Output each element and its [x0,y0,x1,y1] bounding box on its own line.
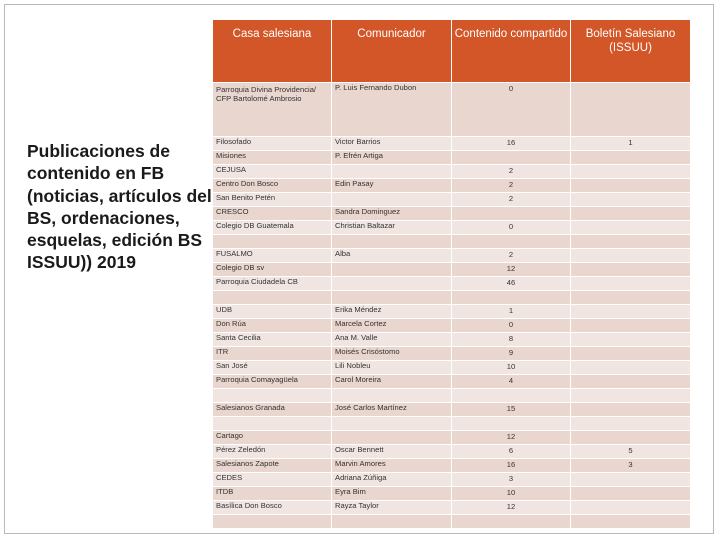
cell-casa: CEDES [213,473,332,487]
cell-casa: San Benito Petén [213,193,332,207]
cell-boletin: 5 [571,445,691,459]
cell-contenido: 16 [452,459,571,473]
cell-boletin [571,193,691,207]
cell-contenido [452,235,571,249]
cell-contenido: 12 [452,263,571,277]
table-row [213,417,691,431]
cell-casa: Centro Don Bosco [213,179,332,193]
cell-boletin [571,83,691,137]
cell-contenido: 2 [452,165,571,179]
cell-contenido: 1 [452,305,571,319]
cell-comunicador: P. Luis Fernando Dubon [332,83,452,137]
header-casa-salesiana: Casa salesiana [213,20,332,83]
cell-comunicador: Moisés Crisóstomo [332,347,452,361]
cell-casa: San José [213,361,332,375]
cell-comunicador: Ana M. Valle [332,333,452,347]
cell-comunicador [332,389,452,403]
header-comunicador: Comunicador [332,20,452,83]
cell-boletin [571,263,691,277]
cell-comunicador: Edin Pasay [332,179,452,193]
header-boletin-salesiano: Boletín Salesiano (ISSUU) [571,20,691,83]
table-row [213,515,691,529]
table-header-row [213,20,691,83]
cell-casa [213,515,332,529]
cell-casa: CEJUSA [213,165,332,179]
cell-comunicador: Eyra Bim [332,487,452,501]
cell-boletin [571,179,691,193]
table-row [213,83,691,137]
table-row [213,445,691,459]
cell-contenido: 0 [452,319,571,333]
table-row [213,151,691,165]
cell-boletin [571,221,691,235]
cell-comunicador: Marcela Cortez [332,319,452,333]
cell-boletin [571,165,691,179]
cell-comunicador: Lili Nobleu [332,361,452,375]
publications-table [212,19,691,529]
cell-casa: UDB [213,305,332,319]
cell-comunicador: P. Efrén Artiga [332,151,452,165]
cell-comunicador [332,277,452,291]
cell-casa: Basílica Don Bosco [213,501,332,515]
cell-contenido [452,417,571,431]
cell-comunicador [332,193,452,207]
cell-casa: Pérez Zeledón [213,445,332,459]
table-row [213,235,691,249]
cell-boletin [571,501,691,515]
cell-comunicador [332,417,452,431]
cell-boletin [571,403,691,417]
cell-boletin: 1 [571,137,691,151]
table-row [213,473,691,487]
cell-boletin [571,333,691,347]
cell-boletin [571,305,691,319]
cell-boletin [571,291,691,305]
cell-boletin [571,235,691,249]
cell-comunicador: Christian Baltazar [332,221,452,235]
cell-comunicador: Alba [332,249,452,263]
cell-boletin [571,389,691,403]
cell-casa: Cartago [213,431,332,445]
cell-comunicador: Rayza Taylor [332,501,452,515]
cell-contenido: 46 [452,277,571,291]
table-row [213,179,691,193]
table-row [213,389,691,403]
table-row [213,501,691,515]
cell-boletin [571,361,691,375]
cell-comunicador [332,235,452,249]
cell-contenido: 12 [452,501,571,515]
cell-contenido [452,389,571,403]
table-row [213,207,691,221]
cell-casa [213,389,332,403]
header-contenido-compartido: Contenido compartido [452,20,571,83]
cell-contenido: 6 [452,445,571,459]
table-row [213,193,691,207]
table-row [213,487,691,501]
cell-casa: Parroquia Divina Providencia/ CFP Bartolomé Ambrosio [213,83,332,137]
cell-contenido [452,291,571,305]
cell-comunicador [332,431,452,445]
cell-contenido: 16 [452,137,571,151]
cell-boletin [571,375,691,389]
cell-boletin [571,347,691,361]
table-row [213,165,691,179]
table-row [213,291,691,305]
cell-comunicador: José Carlos Martínez [332,403,452,417]
table-row [213,249,691,263]
table-row [213,361,691,375]
cell-boletin [571,487,691,501]
cell-contenido: 8 [452,333,571,347]
cell-casa: ITR [213,347,332,361]
cell-contenido: 0 [452,221,571,235]
table-row [213,431,691,445]
cell-comunicador: Oscar Bennett [332,445,452,459]
cell-casa: Salesianos Granada [213,403,332,417]
cell-contenido: 0 [452,83,571,137]
table-row [213,263,691,277]
cell-comunicador: Sandra Dominguez [332,207,452,221]
table-row [213,277,691,291]
cell-casa: Santa Cecilia [213,333,332,347]
cell-casa: FUSALMO [213,249,332,263]
cell-casa: Colegio DB Guatemala [213,221,332,235]
table-row [213,347,691,361]
cell-contenido: 2 [452,179,571,193]
cell-contenido: 10 [452,487,571,501]
cell-casa: Colegio DB sv [213,263,332,277]
table-row [213,459,691,473]
cell-boletin: 3 [571,459,691,473]
cell-comunicador: Carol Moreira [332,375,452,389]
table-row [213,403,691,417]
cell-contenido: 10 [452,361,571,375]
cell-casa [213,291,332,305]
cell-contenido: 12 [452,431,571,445]
cell-comunicador [332,165,452,179]
cell-casa: Parroquia Ciudadela CB [213,277,332,291]
cell-casa [213,417,332,431]
table-row [213,305,691,319]
table-row [213,319,691,333]
table-row [213,221,691,235]
cell-contenido [452,515,571,529]
cell-comunicador: Adriana Zúñiga [332,473,452,487]
cell-boletin [571,515,691,529]
cell-casa: Don Rúa [213,319,332,333]
cell-contenido: 15 [452,403,571,417]
table-row [213,137,691,151]
cell-boletin [571,473,691,487]
cell-contenido: 4 [452,375,571,389]
cell-casa: Misiones [213,151,332,165]
cell-casa [213,235,332,249]
cell-comunicador: Victor Barrios [332,137,452,151]
cell-comunicador [332,515,452,529]
cell-boletin [571,207,691,221]
slide-title: Publicaciones de contenido en FB (noticias, artículos del BS, ordenaciones, esquelas, edición BS ISSUU)) 2019 [27,141,212,273]
cell-casa: Filosofado [213,137,332,151]
cell-comunicador [332,291,452,305]
cell-casa: ITDB [213,487,332,501]
table-row [213,333,691,347]
cell-contenido: 9 [452,347,571,361]
cell-boletin [571,319,691,333]
cell-contenido: 2 [452,193,571,207]
cell-contenido: 2 [452,249,571,263]
cell-boletin [571,417,691,431]
cell-casa: Salesianos Zapote [213,459,332,473]
table-row [213,375,691,389]
cell-boletin [571,277,691,291]
cell-comunicador [332,263,452,277]
cell-contenido [452,207,571,221]
cell-boletin [571,249,691,263]
cell-contenido [452,151,571,165]
cell-contenido: 3 [452,473,571,487]
cell-comunicador: Erika Méndez [332,305,452,319]
cell-comunicador: Marvin Amores [332,459,452,473]
cell-casa: Parroquia Comayagüela [213,375,332,389]
cell-boletin [571,151,691,165]
cell-boletin [571,431,691,445]
cell-casa: CRESCO [213,207,332,221]
